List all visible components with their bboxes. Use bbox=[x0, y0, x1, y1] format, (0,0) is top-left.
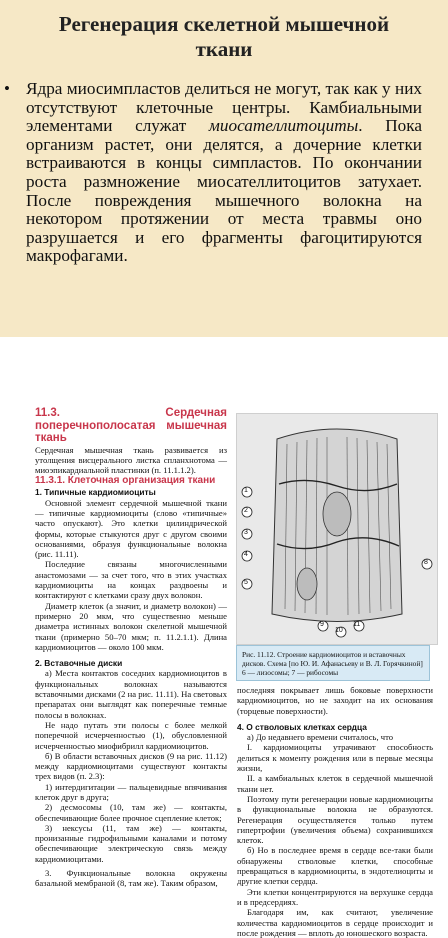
paragraph: Диаметр клеток (а значит, и диаметр волокон) — примерно 20 мкм, что существенно меньше диаметра истинных волокон скелетной мышечной ткани (примерно 50–70 мкм; п. 11.2.1.1). Длина кардиомиоцитов — около 100 мкм. bbox=[35, 600, 227, 652]
figure-label: 4 bbox=[244, 551, 248, 558]
cardiomyocyte-figure bbox=[236, 413, 438, 645]
chapter-title: 11.3. Сердечная поперечнополосатая мышечная ткань bbox=[35, 407, 227, 444]
figure-label: 2 bbox=[244, 507, 248, 514]
right-column bbox=[237, 685, 433, 938]
paragraph: б) Но в последнее время в сердце все-таки были обнаружены стволовые клетки, способные превращаться в кардиомиоциты, в эндотелиоциты и другие клетки сердца. bbox=[237, 845, 433, 887]
blank-gap bbox=[0, 337, 448, 407]
figure-label: 10 bbox=[335, 627, 343, 634]
paragraph: 3. Функциональные волокна окружены базальной мембраной (8, там же). Таким образом, bbox=[35, 868, 227, 889]
paragraph: Последние связаны многочисленными анастомозами — за счет того, что в этих участках кардиомиоциты на концах раздвоены и контактируют с клетками сразу двух волокон. bbox=[35, 559, 227, 601]
paragraph: б) В области вставочных дисков (9 на рис. 11.12) между кардиомиоцитами существуют контакты трех видов (п. 2.3): bbox=[35, 750, 227, 782]
slide-panel bbox=[0, 0, 448, 337]
list-item: 1) интердигитации — пальцевидные впячивания клеток друг в друга; bbox=[35, 781, 227, 802]
paragraph: Эти клетки концентрируются на верхушке сердца и в предсердиях. bbox=[237, 886, 433, 907]
slide-text-part2: . Пока организм растет, они делятся, а дочерние клетки встраиваются в концы симпластов. По окончании роста размножение миосателлитоцитов затухает. После повреждения мышечного волокна на некотором протяжении от места травмы оно разрушается и его фрагменты фагоцитируются макрофагами. bbox=[26, 116, 422, 266]
paragraph: последняя покрывает лишь боковые поверхности кардиомиоцитов, но не заходит на их основания (торцевые поверхности). bbox=[237, 685, 433, 716]
paragraph: Поэтому пути регенерации новые кардиомиоциты в функциональные волокна не образуются. Регенерация осуществляется только путем гипертрофии (увеличения объема) сохранившихся клеток. bbox=[237, 793, 433, 846]
subheading-3: 4. О стволовых клетках сердца bbox=[237, 721, 367, 732]
paragraph: а) До недавнего времени считалось, что bbox=[247, 732, 394, 743]
slide-text-part1: Ядра миосимпластов делиться не могут, так как у них отсутствуют клеточные центры. Камбиальными элементами служат bbox=[26, 79, 422, 136]
subheading-1: 1. Типичные кардиомиоциты bbox=[35, 487, 156, 498]
list-item: 2) десмосомы (10, там же) — контакты, обеспечивающие более прочное сцепление клеток; bbox=[35, 802, 227, 823]
figure-label: 1 bbox=[244, 487, 248, 494]
section-title: 11.3.1. Клеточная организация ткани bbox=[35, 475, 216, 487]
slide-title-line2: ткани bbox=[195, 37, 253, 61]
list-item: 3) нексусы (11, там же) — контакты, пронизанные гидрофильными каналами и потому обеспечивающие электрическую связь между кардиомиоцитами. bbox=[35, 822, 227, 864]
paragraph: Не надо путать эти полосы с более мелкой поперечной исчерченностью (1), обусловленной исчерченностью миофибрилл кардиомиоцитов. bbox=[35, 719, 227, 751]
paragraph: Основной элемент сердечной мышечной ткани — типичные кардиомиоциты (слово «типичные» часто опускают). Это клетки цилиндрической формы, которые стыкуются друг с другом своими основаниями, образуя функциональные волокна (рис. 11.11). bbox=[35, 497, 227, 560]
bullet-icon: • bbox=[4, 79, 10, 98]
slide-bullet-text bbox=[4, 79, 422, 266]
paragraph: а) Места контактов соседних кардиомиоцитов в функциональных волокнах называются вставочными дисками (2 на рис. 11.11). На световых препаратах они выглядят как поперечные темные полосы в волокнах. bbox=[35, 668, 227, 720]
slide-text-italic: миосателлитоциты bbox=[208, 116, 359, 136]
slide-title bbox=[0, 12, 448, 62]
textbook-page bbox=[0, 407, 448, 938]
figure-label: 3 bbox=[244, 529, 248, 536]
subheading-2: 2. Вставочные диски bbox=[35, 658, 123, 669]
figure-caption: Рис. 11.12. Строение кардиомиоцитов и вставочных дисков. Схема [по Ю. И. Афанасьеву и В. Л. Горячкиной] 6 — лизосомы; 7 — рибосомы bbox=[236, 645, 430, 681]
intro-paragraph: Сердечная мышечная ткань развивается из утолщения висцерального листка спланхнотома — миоэпикардиальной пластинки (п. 11.1.1.2). bbox=[35, 444, 227, 476]
figure-label: 5 bbox=[244, 579, 248, 586]
paragraph: II. а камбиальных клеток в сердечной мышечной ткани нет. bbox=[237, 773, 433, 794]
figure-label: 11 bbox=[353, 621, 361, 628]
left-column bbox=[35, 407, 227, 889]
cardiomyocyte-illustration bbox=[237, 414, 437, 644]
figure-label: 9 bbox=[320, 621, 324, 628]
slide-title-line1: Регенерация скелетной мышечной bbox=[58, 12, 390, 36]
paragraph: Благодаря им, как считают, увеличение количества кардиомиоцитов в сердце происходит и после рождения — вплоть до юношеского возраста. bbox=[237, 907, 433, 938]
paragraph: I. кардиомиоциты утрачивают способность делиться к моменту рождения или в первые месяцы жизни, bbox=[237, 742, 433, 774]
figure-label: 8 bbox=[424, 559, 428, 566]
